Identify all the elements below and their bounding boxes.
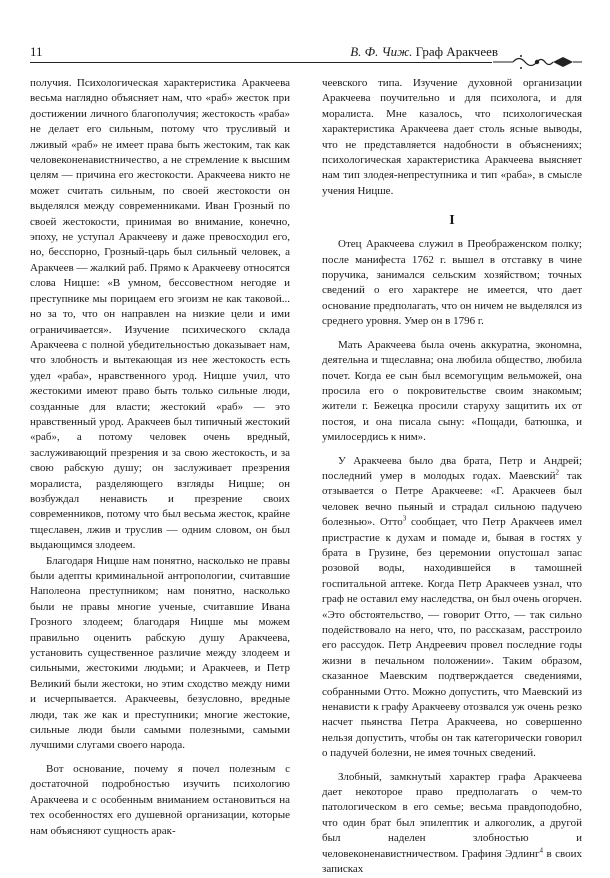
header-rule [30,62,492,63]
running-title-author: В. Ф. Чиж. [350,44,413,59]
right-column [322,76,582,878]
running-title-book: Граф Аракчеев [415,44,498,59]
footnote-mark: 2 [555,468,559,477]
flourish-ornament-icon [493,52,582,72]
left-column [30,76,290,839]
footnote-mark: 4 [539,846,544,855]
paragraph: Вот основание, почему я почел полезным с достаточной подробностью изучить психологию Аракчеева и с особенным вниманием остановиться на тех особенностях его душевной организации, которые нам объясняют сущность арак- [30,762,290,837]
page-number: 11 [30,44,43,59]
footnote-mark: 3 [402,514,407,523]
paragraph-text: так отзывается о Петре Аракчееве: «Г. Аракчеев был человек вечно пьяный и страдал сильною падучею болезнью». Отто [322,469,583,529]
paragraph-text: У Аракчеева было два брата, Петр и Андрей; последний умер в молодых годах. Маевский [322,454,582,482]
paragraph-text: в своих записках [322,847,582,876]
paragraph-text: сообщает, что Петр Аракчеев имел пристрастие к духам и помаде и, бывая в гостях у брата в Грузине, без церемонии опустошал запас розовой воды, находившейся в тамошней госпитальной аптеке. Когда Петр Аракчеев узнал, что граф не оставил ему наследства, он был очень огорчен. «Это обстоятельство, — говорит Отто, — так сильно подействовало на него, что, по рассказам, расстроило его рассудок. Петр Андреевич провел последние годы жизни в печальном положении». Таким образом, сказанное Маевским подтверждается сведениями, собранными Отто. Можно допустить, что Маевский из ненависти к графу Аракчееву отозвался уж очень резко насчет пьянства Петра Аракчеева, но совершенно нельзя допустить, чтобы он так категорически говорил о падучей болезни, не имея точных сведений. [322,516,582,760]
paragraph: Благодаря Ницше нам понятно, насколько не правы были адепты криминальной антропологии, считавшие Наполеона преступником; нам понятно, насколько были не правы многие ученые, считавшие Ивана Грозного злодеем; благодаря Ницше мы можем правильно оценить рабскую душу Аракчеева, установить существенное различие между злодеем и сильными, жестокими людьми; и Аракчеев, и Петр Великий были жестоки, но этим сходство между ними и исчерпывается. Аракчеевы, безусловно, вредные люди, так же как и преступники; многие жестокие, сильные люди были самыми полезными, самыми лучшими слугами своего народа. [30,554,290,752]
paragraph [322,770,582,878]
paragraph: чеевского типа. Изучение духовной организации Аракчеева поучительно и для психолога, и для моралиста. Мне казалось, что психологическая характеристика Аракчеева дает столь ясные выводы, что не представляется надобности в объяснениях; психологическая характеристика Аракчеева выясняет нам тип злодея-непреступника и тип «раба», в смысле учения Ницше. [322,77,582,197]
running-title [350,44,498,60]
paragraph: получия. Психологическая характеристика Аракчеева весьма наглядно объясняет нам, что «раб» жесток при достижении личного благополучия; жестокость «раба» не делает его сильным, потому что трусливый и лживый «раб» не имеет права быть жестоким, так как человеконенавистничество, а не стремление к высшим целям — причина его жестокости. Аракчеева никто не может считать сильным, по своей жестокости он выделялся между современниками. Иван Грозный по своей жестокости, принимая во внимание, конечно, эпоху, не уступал Аракчееву и даже превосходил его, но, бесспорно, Грозный-царь был сильный человек, а Аракчеев — жалкий раб. Прямо к Аракчееву относятся слова Ницше: «В умном, бессовестном негодяе и преступнике мы порицаем его эгоизм не как таковой... но за то, что он направлен на низкие цели и ими ограничивается». Изучение психического склада Аракчеева с полной убедительностью доказывает нам, что злобность и вытекающая из нее жестокость есть удел «раба», нравственного урод. Ницше учил, что жестокими имеют право быть только сильные люди, созданные для власти; жестокий «раб» — это нравственный урод. Аракчеев был типичный жестокий «раб», а потому человек очень вредный, заслуживающий презрения и за свою жестокость, и за свою рабскую душу; он заслуживает презрения моралиста, разделяющего взгляды Ницше; он возбуждал ненависть и презрение своих современников, потому что был весьма жесток, крайне тщеславен, лжив и труслив — одним словом, он был выдающимся злодеем. [30,77,290,552]
paragraph: Отец Аракчеева служил в Преображенском полку; после манифеста 1762 г. вышел в отставку в чине поручика, занимался сельским хозяйством; точных сведений о его характере не имеется, что дает основание предполагать, что он ничем не выделялся из среднего уровня. Умер он в 1796 г. [322,238,582,328]
paragraph: Мать Аракчеева была очень аккуратна, экономна, деятельна и тщеславна; она любила общество, любила почет. Когда ее сын был всемогущим вельможей, она просила его о покровительстве своим знакомым; жители г. Бежецка просили старуху защитить их от постоя, и она писала сыну: «Пощади, батюшка, и умилосердись к ним». [322,338,582,444]
chapter-heading: I [449,213,455,229]
running-header [30,44,582,64]
paragraph-text: Злобный, замкнутый характер графа Аракчеева дает некоторое право предполагать о чем-то патологическом в его семье; весьма правдоподобно, что один брат был эпилептик и алкоголик, а другой был наделен злобностью и человеконенавистничеством. Графиня Эдлинг [322,770,582,860]
paragraph [322,454,582,762]
